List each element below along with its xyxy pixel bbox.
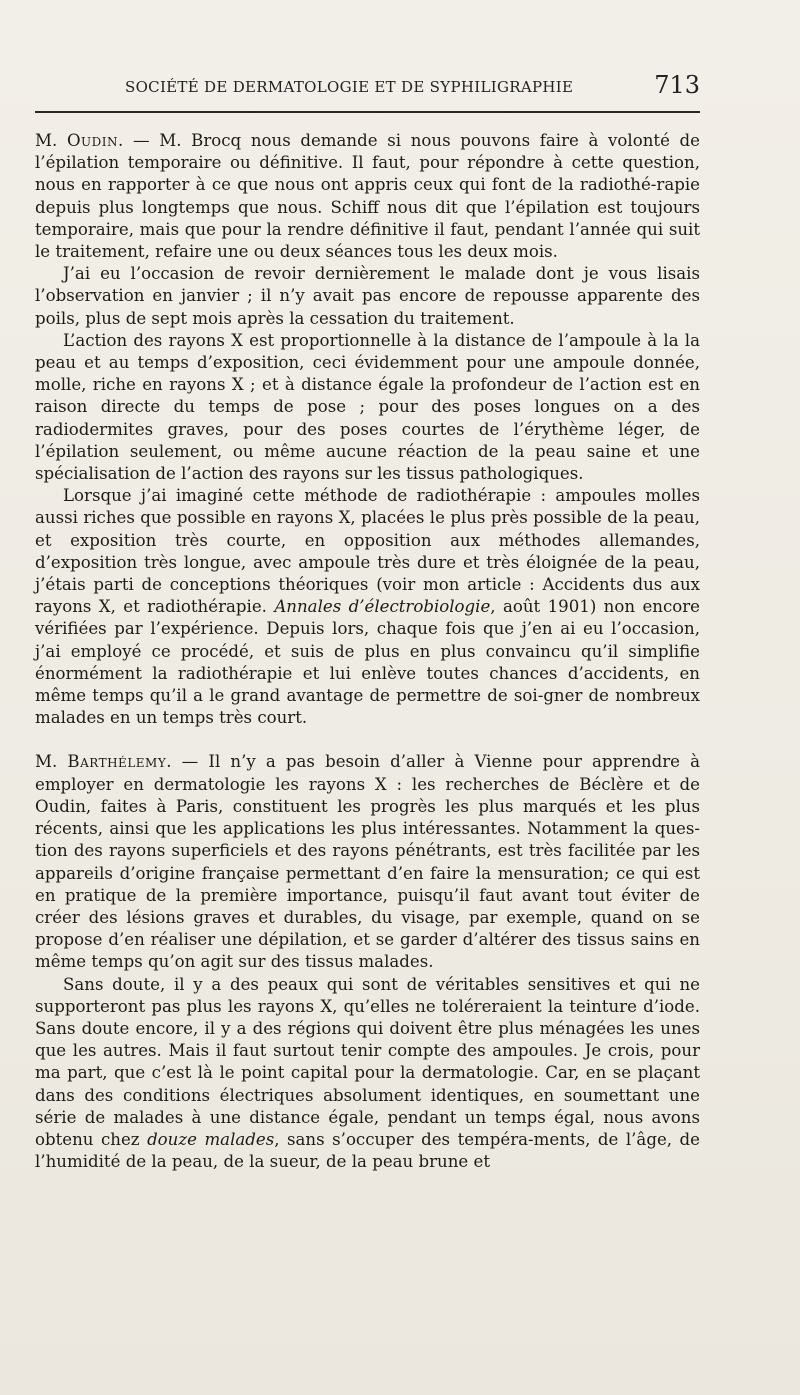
page-header: [35, 70, 700, 102]
paragraph-barthelemy-2: [35, 974, 700, 1174]
speaker-name-barthelemy: Barthélemy: [67, 752, 167, 772]
paragraph-text: . — Il n’y a pas besoin d’aller à Vienne pour apprendre à employer en dermatologie les rayons X : les recherches de Béclère et de Oudin, faites à Paris, constituent les progrès les plus marqués et les plus récents, ainsi que les applications les plus intéressantes. Notamment la ques-tion des rayons superficiels et des rayons pénétrants, est très facilitée par les appareils d’origine française permettant d’en faire la mensuration; ce qui est en pratique de la première importance, puisqu’il faut avant tout éviter de créer des lésions graves et durables, du visage, par exemple, quand on se propose d’en réaliser une dépilation, et se garder d’altérer des tissus sains en même temps qu’on agit sur des tissus malades.: [35, 752, 700, 972]
paragraph-oudin-4: [35, 485, 700, 729]
speaker-prefix: M.: [35, 131, 67, 150]
running-head: SOCIÉTÉ DE DERMATOLOGIE ET DE SYPHILIGRAPHIE: [125, 78, 574, 96]
paragraph-oudin-1: [35, 130, 700, 263]
paragraph-oudin-3: L’action des rayons X est proportionnelle à la distance de l’ampoule à la la peau et au temps d’exposition, ceci évidemment pour une ampoule donnée, molle, riche en rayons X ; et à distance égale la profondeur de l’action est en raison directe du temps de pose ; pour des poses longues on a des radiodermites graves, pour des poses courtes de l’érythème léger, de l’épilation seulement, ou même aucune réaction de la peau saine et une spécialisation de l’action des rayons sur les tissus pathologiques.: [35, 330, 700, 484]
section-gap: [35, 729, 700, 751]
speaker-prefix: M.: [35, 752, 68, 772]
speaker-name-oudin: Oudin: [66, 131, 119, 150]
header-rule: [35, 111, 700, 113]
paragraph-text: Lorsque j’ai imaginé cette méthode de radiothérapie : ampoules molles aussi riches que possible en rayons X, placées le plus près possible de la peau, et exposition très courte, en opposition aux méthodes allemandes, d’exposition très longue, avec ampoule très dure et très éloignée de la peau, j’étais parti de conceptions théoriques (voir mon article : Accidents dus aux rayons X, et radiothérapie.: [35, 486, 700, 617]
paragraph-text: . — M. Brocq nous demande si nous pouvons faire à volonté de l’épilation temporaire ou définitive. Il faut, pour répondre à cette question, nous en rapporter à ce que nous ont appris ceux qui font de la radiothé-rapie depuis plus longtemps que nous. Schiff nous dit que l’épilation est toujours temporaire, mais que pour la rendre définitive il faut, pendant l’année qui suit le traitement, refaire une ou deux séances tous les deux mois.: [35, 131, 700, 262]
paragraph-text: , sans s’occuper des tempéra-ments, de l’âge, de l’humidité de la peau, de la sueur, de la peau brune et: [35, 1129, 700, 1172]
paragraph-text: Sans doute, il y a des peaux qui sont de véritables sensitives et qui ne supporteront pas plus les rayons X, qu’elles ne toléreraient la teinture d’iode. Sans doute encore, il y a des régions qui doivent être plus ménagées les unes que les autres. Mais il faut surtout tenir compte des ampoules. Je crois, pour ma part, que c’est là le point capital pour la dermatologie. Car, en se plaçant dans des conditions électriques absolument identiques, en soumettant une série de malades à une distance égale, pendant un temps égal, nous avons obtenu chez: [35, 974, 700, 1149]
emphasis-text: douze malades: [147, 1129, 275, 1149]
paragraph-text: , août 1901) non encore vérifiées par l’expérience. Depuis lors, chaque fois que j’en ai eu l’occasion, j’ai employé ce procédé, et suis de plus en plus convaincu qu’il simplifie énormément la radiothérapie et lui enlève toutes chances d’accidents, en même temps qu’il a le grand avantage de permettre de soi-gner de nombreux malades en un temps très court.: [35, 597, 700, 728]
paragraph-oudin-2: J’ai eu l’occasion de revoir dernièrement le malade dont je vous lisais l’observation en janvier ; il n’y avait pas encore de repousse apparente des poils, plus de sept mois après la cessation du traitement.: [35, 264, 700, 328]
paragraph-barthelemy-1: [35, 751, 700, 973]
journal-title: Annales d’électrobiologie: [274, 597, 491, 617]
body-text: [35, 130, 700, 1173]
page-number: 713: [654, 71, 700, 99]
